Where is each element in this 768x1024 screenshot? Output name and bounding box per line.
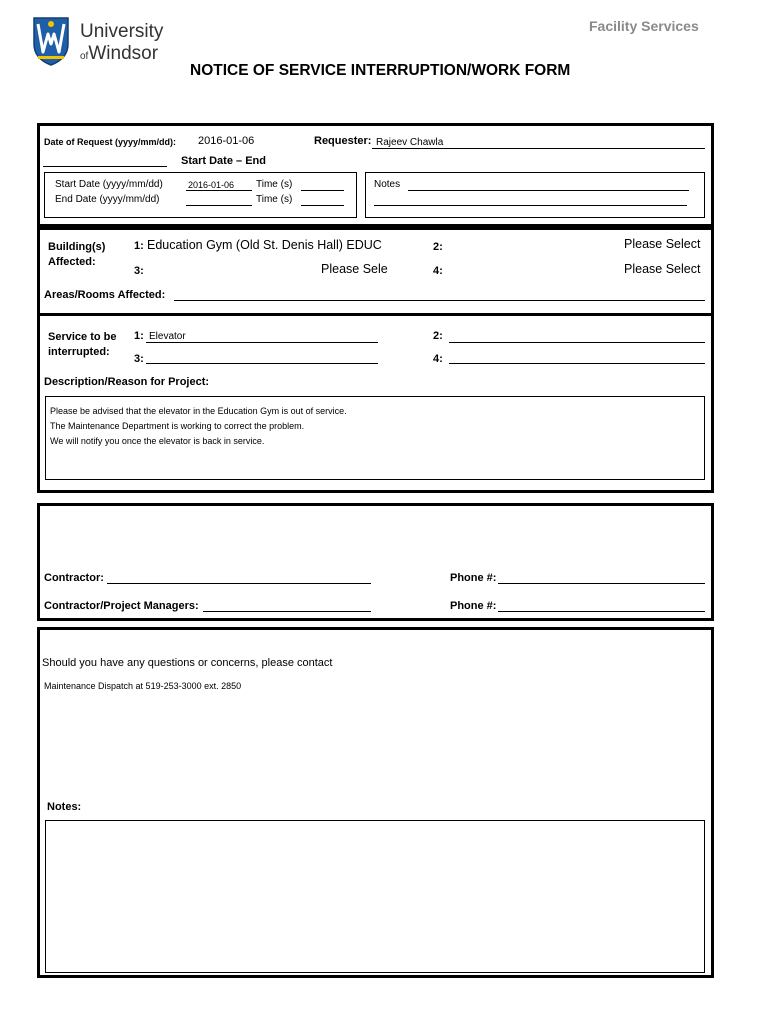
department-name: Facility Services	[589, 18, 699, 34]
description-label: Description/Reason for Project:	[44, 376, 210, 388]
logo-of: of	[80, 51, 89, 62]
areas-rooms-label: Areas/Rooms Affected:	[44, 289, 166, 301]
logo-line1: University	[80, 21, 164, 42]
building-slot2-label: 2:	[433, 241, 443, 253]
date-of-request-value[interactable]: 2016-01-06	[198, 135, 255, 147]
building-slot4-select[interactable]: Please Select	[624, 262, 701, 276]
buildings-label-line1: Building(s)	[48, 241, 106, 253]
start-date-underline	[186, 190, 252, 191]
details-divider	[37, 313, 714, 316]
contact-line1: Should you have any questions or concerns, please contact	[42, 657, 333, 669]
service-slot3-label: 3:	[134, 353, 144, 365]
form-title: NOTICE OF SERVICE INTERRUPTION/WORK FORM	[190, 62, 571, 79]
start-date-label: Start Date (yyyy/mm/dd)	[55, 179, 163, 190]
requester-underline	[372, 148, 705, 149]
service-slot2-label: 2:	[433, 330, 443, 342]
building-slot3-select[interactable]: Please Sele	[321, 262, 388, 276]
notes-box	[365, 172, 705, 218]
description-line-2: The Maintenance Department is working to correct the problem.	[50, 421, 305, 431]
contractor-phone-label: Phone #:	[450, 572, 497, 584]
contractor-label: Contractor:	[44, 572, 104, 584]
start-date-value[interactable]: 2016-01-06	[188, 180, 235, 190]
end-date-underline[interactable]	[186, 205, 252, 206]
start-time-label: Time (s)	[256, 179, 293, 190]
requester-value[interactable]: Rajeev Chawla	[376, 137, 444, 148]
notes-label: Notes:	[47, 801, 82, 813]
end-time-underline[interactable]	[301, 205, 344, 206]
buildings-label-line2: Affected:	[48, 256, 96, 268]
managers-phone-label: Phone #:	[450, 600, 497, 612]
managers-label: Contractor/Project Managers:	[44, 600, 199, 612]
shield-icon	[32, 16, 70, 66]
end-time-label: Time (s)	[256, 194, 293, 205]
managers-underline[interactable]	[203, 611, 371, 612]
building-slot2-select[interactable]: Please Select	[624, 237, 701, 251]
start-time-underline[interactable]	[301, 190, 344, 191]
contact-line2: Maintenance Dispatch at 519-253-3000 ext. 2850	[44, 681, 242, 691]
request-notes-line1[interactable]	[408, 190, 689, 191]
request-notes-line2[interactable]	[374, 205, 687, 206]
building-slot3-label: 3:	[134, 265, 144, 277]
end-date-label: End Date (yyyy/mm/dd)	[55, 194, 160, 205]
building-slot1-label: 1:	[134, 240, 144, 252]
service-slot1-underline	[146, 342, 378, 343]
notes-textbox[interactable]	[45, 820, 705, 973]
description-textbox[interactable]	[45, 396, 705, 480]
requester-label: Requester:	[314, 135, 372, 147]
service-slot1-value[interactable]: Elevator	[149, 331, 186, 342]
contractor-underline[interactable]	[107, 583, 371, 584]
managers-phone-underline[interactable]	[498, 611, 705, 612]
description-line-3: We will notify you once the elevator is back in service.	[50, 436, 265, 446]
service-slot4-underline[interactable]	[449, 363, 705, 364]
service-slot4-label: 4:	[433, 353, 443, 365]
logo-windsor: Windsor	[88, 43, 159, 64]
service-slot2-underline[interactable]	[449, 342, 705, 343]
building-slot1-select[interactable]: Education Gym (Old St. Denis Hall) EDUC	[147, 238, 382, 252]
start-end-label: Start Date – End	[181, 155, 266, 167]
university-logo	[32, 16, 172, 68]
logo-line2	[80, 43, 158, 65]
service-slot1-label: 1:	[134, 330, 144, 342]
service-label-line2: interrupted:	[48, 346, 110, 358]
date-of-request-label: Date of Request (yyyy/mm/dd):	[44, 137, 177, 147]
building-slot4-label: 4:	[433, 265, 443, 277]
areas-rooms-underline[interactable]	[174, 300, 705, 301]
service-label-line1: Service to be	[48, 331, 117, 343]
request-notes-label: Notes	[374, 179, 401, 190]
start-end-underline	[43, 166, 167, 167]
service-slot3-underline[interactable]	[146, 363, 378, 364]
description-line-1: Please be advised that the elevator in the Education Gym is out of service.	[50, 406, 347, 416]
contractor-phone-underline[interactable]	[498, 583, 705, 584]
